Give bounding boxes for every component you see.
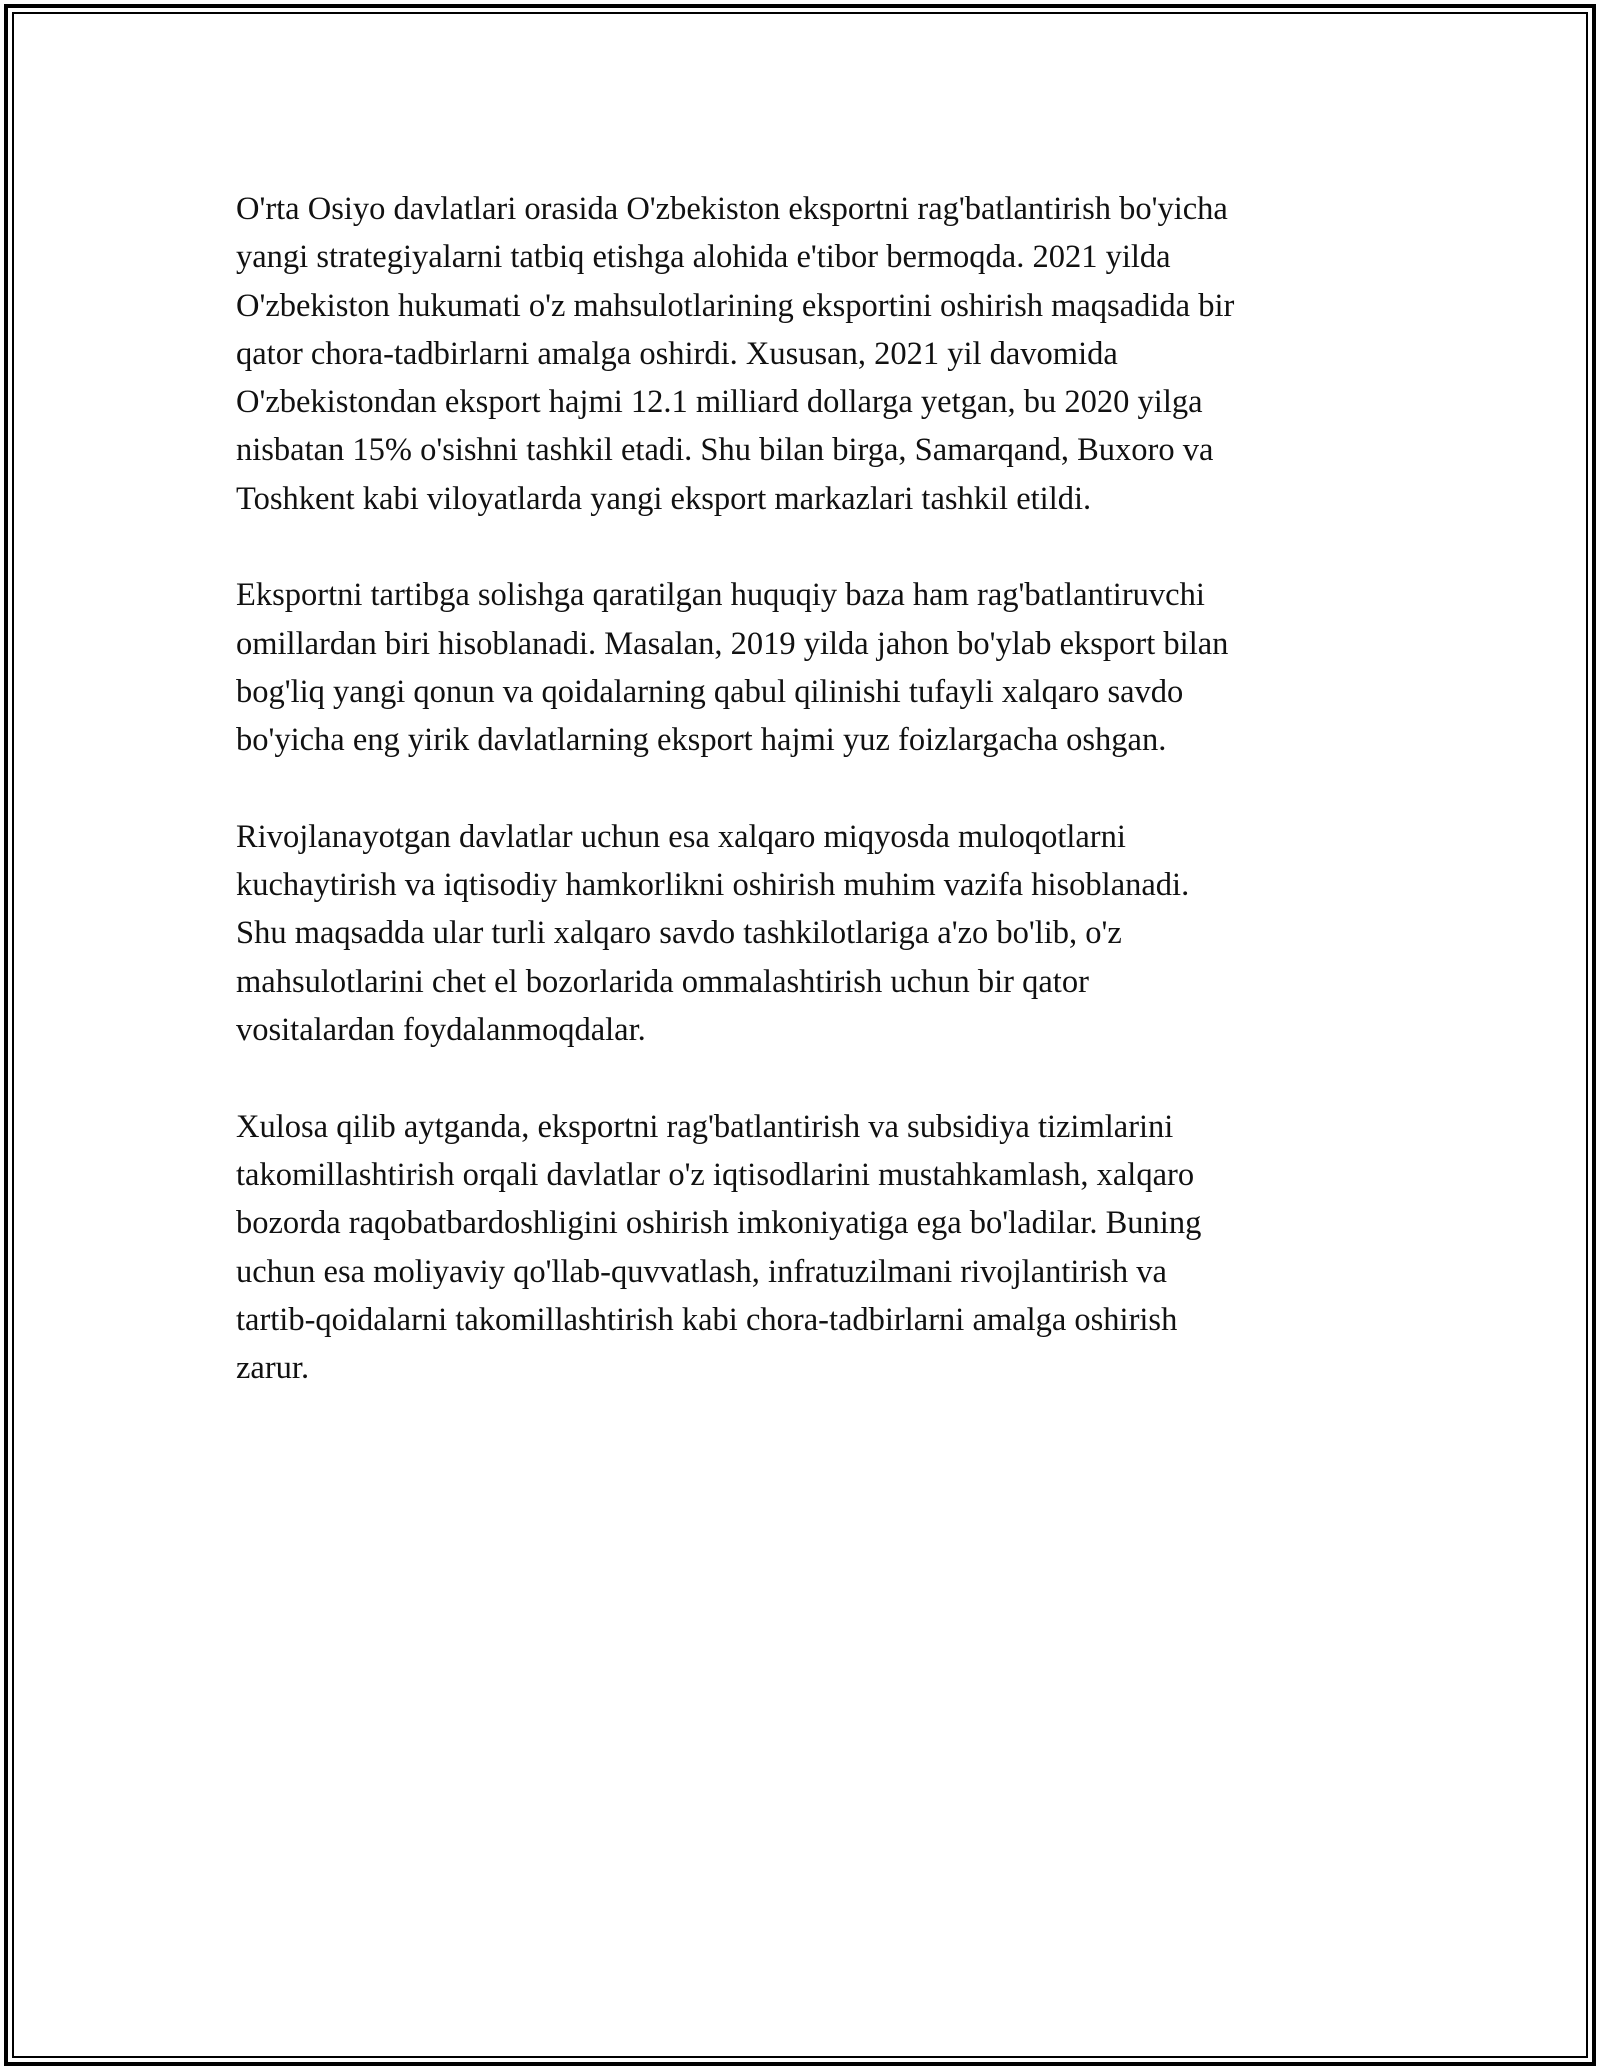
paragraph-4 xyxy=(236,1103,1386,1393)
text-line: Rivojlanayotgan davlatlar uchun esa xalqaro miqyosda muloqotlarni xyxy=(236,818,1126,855)
document-body xyxy=(236,185,1386,1441)
text-line: Shu maqsadda ular turli xalqaro savdo tashkilotlariga a'zo bo'lib, o'z xyxy=(236,915,1122,952)
text-line: nisbatan 15% o'sishni tashkil etadi. Shu bilan birga, Samarqand, Buxoro va xyxy=(236,432,1214,469)
text-line: kuchaytirish va iqtisodiy hamkorlikni oshirish muhim vazifa hisoblanadi. xyxy=(236,867,1190,904)
text-line: Eksportni tartibga solishga qaratilgan huquqiy baza ham rag'batlantiruvchi xyxy=(236,577,1205,614)
text-line: Toshkent kabi viloyatlarda yangi eksport markazlari tashkil etildi. xyxy=(236,480,1092,517)
text-line: bog'liq yangi qonun va qoidalarning qabul qilinishi tufayli xalqaro savdo xyxy=(236,673,1184,710)
text-line: uchun esa moliyaviy qo'llab-quvvatlash, infratuzilmani rivojlantirish va xyxy=(236,1253,1167,1290)
text-line: O'rta Osiyo davlatlari orasida O'zbekiston eksportni rag'batlantirish bo'yicha xyxy=(236,191,1228,227)
text-line: vositalardan foydalanmoqdalar. xyxy=(236,1012,646,1049)
text-line: Xulosa qilib aytganda, eksportni rag'batlantirish va subsidiya tizimlarini xyxy=(236,1108,1174,1145)
paragraph-1 xyxy=(236,185,1386,523)
text-line: bozorda raqobatbardoshligini oshirish imkoniyatiga ega bo'ladilar. Buning xyxy=(236,1205,1202,1242)
text-line: bo'yicha eng yirik davlatlarning eksport hajmi yuz foizlargacha oshgan. xyxy=(236,722,1167,759)
text-line: zarur. xyxy=(236,1350,310,1387)
paragraph-2 xyxy=(236,571,1386,764)
text-line: qator chora-tadbirlarni amalga oshirdi. Xususan, 2021 yil davomida xyxy=(236,335,1118,372)
text-line: tartib-qoidalarni takomillashtirish kabi chora-tadbirlarni amalga oshirish xyxy=(236,1301,1178,1338)
text-line: yangi strategiyalarni tatbiq etishga alohida e'tibor bermoqda. 2021 yilda xyxy=(236,239,1171,276)
text-line: takomillashtirish orqali davlatlar o'z iqtisodlarini mustahkamlash, xalqaro xyxy=(236,1156,1195,1193)
text-line: mahsulotlarini chet el bozorlarida ommalashtirish uchun bir qator xyxy=(236,963,1089,1000)
text-line: O'zbekiston hukumati o'z mahsulotlarining eksportini oshirish maqsadida bir xyxy=(236,287,1235,324)
text-line: O'zbekistondan eksport hajmi 12.1 milliard dollarga yetgan, bu 2020 yilga xyxy=(236,384,1203,421)
paragraph-3 xyxy=(236,813,1386,1054)
text-line: omillardan biri hisoblanadi. Masalan, 2019 yilda jahon bo'ylab eksport bilan xyxy=(236,625,1229,662)
